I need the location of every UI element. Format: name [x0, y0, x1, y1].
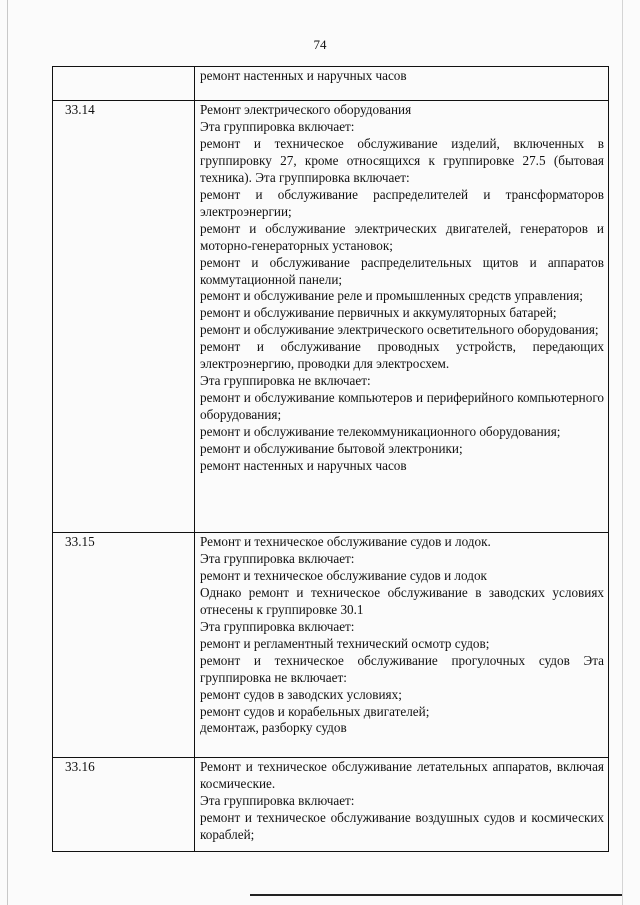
table-row: [53, 101, 609, 533]
description-line: ремонт и техническое обслуживание изделий, включенных в группировку 27, кроме относящихся к группировке 27.5 (бытовая техника). Эта группировка включает:: [200, 135, 604, 185]
row-code: 33.16: [53, 758, 195, 852]
row-code: 33.15: [53, 533, 195, 758]
row-code: 33.14: [53, 101, 195, 533]
description-line: ремонт и обслуживание электрического осветительного оборудования;: [200, 322, 599, 338]
table-row: [53, 758, 609, 852]
description-line: ремонт настенных и наручных часов: [200, 68, 407, 83]
row-description: [195, 533, 609, 758]
description-line: ремонт и техническое обслуживание судов и лодок: [200, 567, 487, 583]
description-line: Эта группировка включает:: [200, 118, 355, 134]
description-line: ремонт и обслуживание телекоммуникационного оборудования;: [200, 424, 561, 440]
description-line: ремонт и обслуживание электрических двигателей, генераторов и моторно-генераторных установок;: [200, 220, 604, 253]
row-description: [195, 758, 609, 852]
description-line: Ремонт электрического оборудования: [200, 102, 412, 117]
description-line: ремонт и обслуживание бытовой электроники;: [200, 441, 463, 457]
description-line: ремонт и техническое обслуживание воздушных судов и космических кораблей;: [200, 809, 604, 842]
scan-edge-left: [7, 0, 8, 905]
description-line: ремонт и обслуживание распределительных щитов и аппаратов коммутационной панели;: [200, 254, 604, 287]
description-line: Эта группировка включает:: [200, 550, 355, 566]
table-row: [53, 67, 609, 101]
table-row: [53, 533, 609, 758]
scan-edge-right: [622, 0, 623, 905]
description-line: ремонт и обслуживание реле и промышленных средств управления;: [200, 288, 583, 304]
description-line: ремонт настенных и наручных часов: [200, 458, 407, 474]
description-line: ремонт и техническое обслуживание прогулочных судов Эта группировка не включает:: [200, 652, 604, 685]
bottom-rule: [250, 894, 622, 896]
row-code: [53, 67, 195, 101]
description-line: ремонт и регламентный технический осмотр судов;: [200, 635, 490, 651]
classification-table: [52, 66, 609, 852]
description-line: Эта группировка не включает:: [200, 373, 371, 389]
description-line: ремонт судов в заводских условиях;: [200, 686, 402, 702]
description-line: ремонт судов и корабельных двигателей;: [200, 703, 430, 719]
description-line: Эта группировка включает:: [200, 618, 355, 634]
description-line: Эта группировка включает:: [200, 792, 355, 808]
description-line: ремонт и обслуживание распределителей и трансформаторов электроэнергии;: [200, 186, 604, 219]
description-line: ремонт и обслуживание проводных устройств, передающих электроэнергию, проводки для электросхем.: [200, 339, 604, 372]
page-number: 74: [313, 37, 327, 52]
row-description: [195, 101, 609, 533]
row-description: [195, 67, 609, 101]
description-line: ремонт и обслуживание компьютеров и периферийного компьютерного оборудования;: [200, 390, 604, 423]
description-line: Ремонт и техническое обслуживание летательных аппаратов, включая космические.: [200, 759, 604, 791]
description-line: Ремонт и техническое обслуживание судов и лодок.: [200, 534, 491, 549]
description-line: демонтаж, разборку судов: [200, 720, 347, 736]
description-line: Однако ремонт и техническое обслуживание в заводских условиях отнесены к группировке 30.1: [200, 584, 604, 617]
description-line: ремонт и обслуживание первичных и аккумуляторных батарей;: [200, 305, 557, 321]
